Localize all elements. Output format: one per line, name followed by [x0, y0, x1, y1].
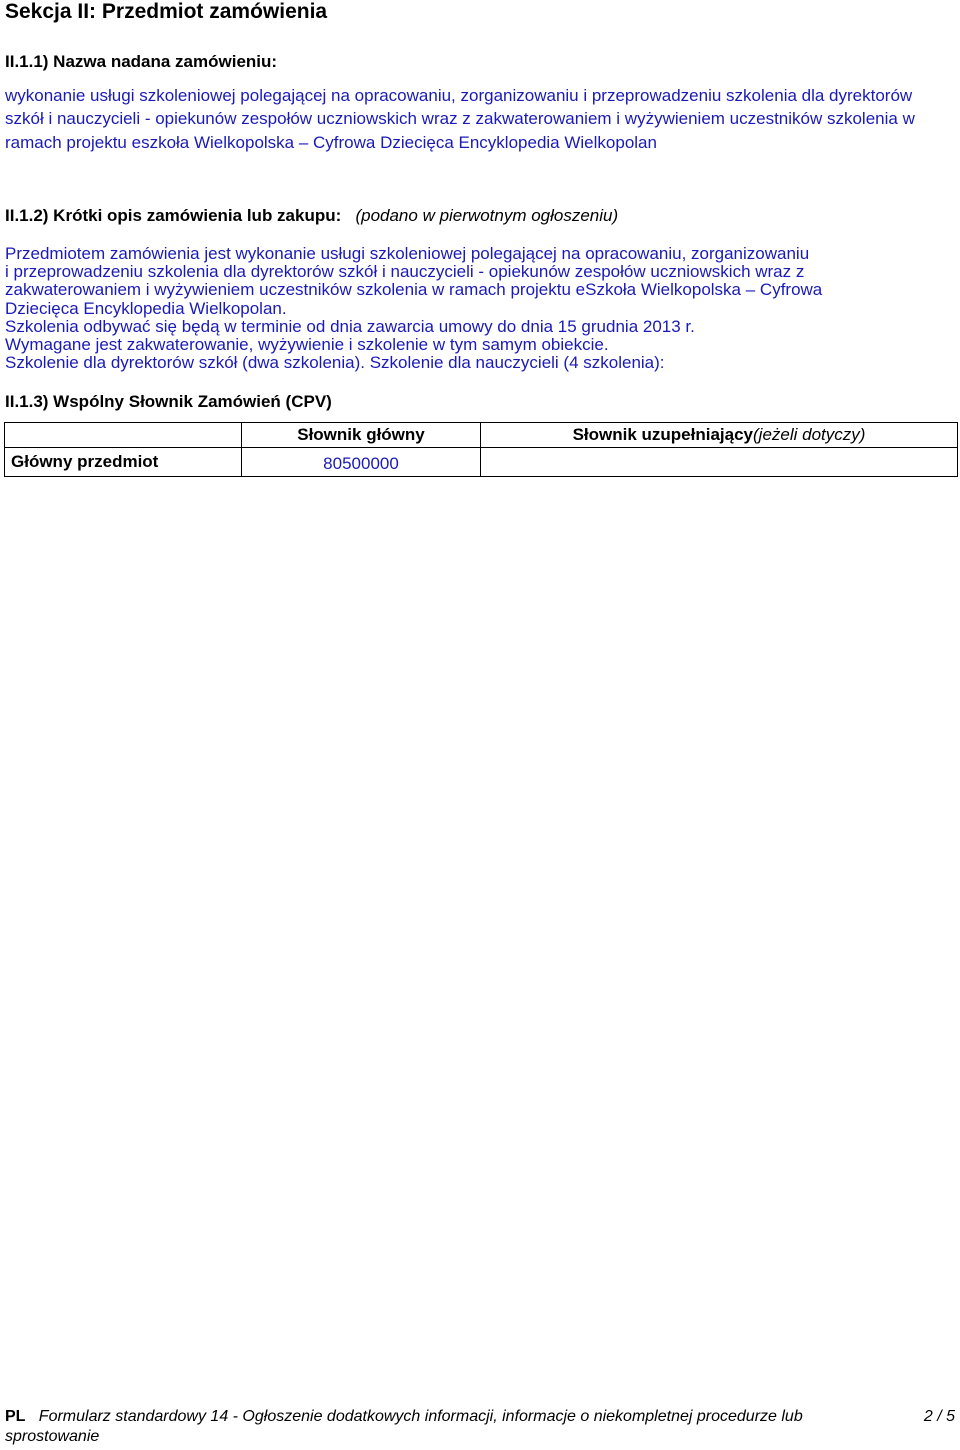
- cpv-row: [5, 448, 958, 477]
- footer-line-1: [5, 1407, 875, 1427]
- footer-page-number: 2 / 5: [923, 1408, 955, 1425]
- cpv-header-main: Słownik główny: [242, 423, 481, 448]
- order-name-text: wykonanie usługi szkoleniowej polegającej na opracowaniu, zorganizowaniu i przeprowadzeniu szkolenia dla dyrektorów szkół i nauczycieli - opiekunów zespołów uczniowskich wraz z zakwaterowaniem i wyżywieniem uczestników szkolenia w ramach projektu eszkoła Wielkopolska – Cyfrowa Dziecięca Encyklopedia Wielkopolan: [5, 86, 915, 152]
- cpv-table: [4, 422, 958, 477]
- cpv-header-supp-note: (jeżeli dotyczy): [753, 425, 866, 444]
- footer-lang: PL: [5, 1408, 26, 1425]
- heading-ii-1-3: II.1.3) Wspólny Słownik Zamówień (CPV): [5, 392, 332, 411]
- description-line: Dziecięca Encyklopedia Wielkopolan.: [5, 298, 287, 318]
- section-title: Sekcja II: Przedmiot zamówienia: [5, 0, 328, 23]
- footer-line-2: sprostowanie: [5, 1428, 100, 1445]
- cpv-header-row: [5, 423, 958, 448]
- cpv-main-code: 80500000: [242, 448, 481, 477]
- description-line: i przeprowadzeniu szkolenia dla dyrektorów szkół i nauczycieli - opiekunów zespołów uczniowskich wraz z: [5, 262, 805, 282]
- cpv-supp-code: [481, 448, 958, 477]
- heading-ii-1-1: II.1.1) Nazwa nadana zamówieniu:: [5, 52, 278, 71]
- heading-ii-1-2: [5, 206, 618, 226]
- description-line: zakwaterowaniem i wyżywieniem uczestników szkolenia w ramach projektu eSzkoła Wielkopolska – Cyfrowa: [5, 280, 823, 300]
- description-line: Szkolenie dla dyrektorów szkół (dwa szkolenia). Szkolenie dla nauczycieli (4 szkolenia):: [5, 353, 665, 373]
- footer-form-name: Formularz standardowy 14 - Ogłoszenie dodatkowych informacji, informacje o niekompletnej procedurze lub: [38, 1408, 803, 1425]
- description-line: Wymagane jest zakwaterowanie, wyżywienie i szkolenie w tym samym obiekcie.: [5, 335, 609, 355]
- cpv-header-supp: [481, 423, 958, 448]
- cpv-row-label: Główny przedmiot: [5, 448, 242, 477]
- page-footer: [5, 1407, 955, 1447]
- heading-ii-1-2-note: (podano w pierwotnym ogłoszeniu): [355, 206, 619, 225]
- short-description: [5, 245, 950, 372]
- description-line: Szkolenia odbywać się będą w terminie od dnia zawarcia umowy do dnia 15 grudnia 2013 r.: [5, 316, 695, 336]
- cpv-header-supp-label: Słownik uzupełniający: [572, 425, 753, 444]
- description-line: Przedmiotem zamówienia jest wykonanie usługi szkoleniowej polegającej na opracowaniu, zorganizowaniu: [5, 244, 810, 263]
- heading-ii-1-2-label: II.1.2) Krótki opis zamówienia lub zakupu:: [5, 206, 342, 225]
- cpv-header-empty: [5, 423, 242, 448]
